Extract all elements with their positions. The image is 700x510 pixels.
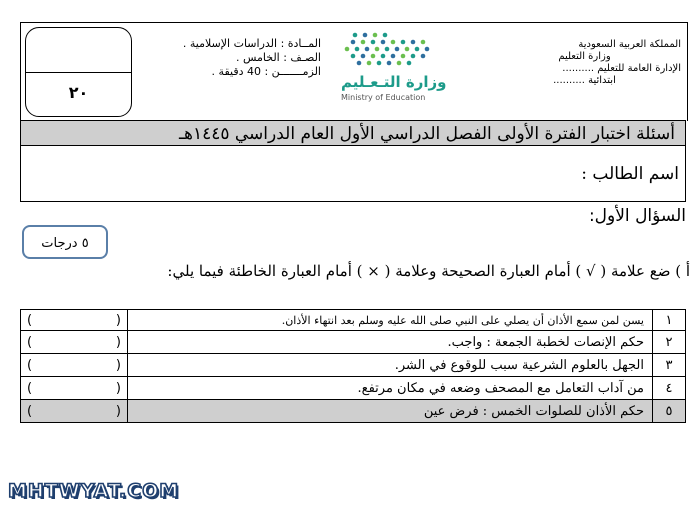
open-paren: ( xyxy=(27,380,33,396)
table-row xyxy=(21,354,686,377)
logo-dot xyxy=(383,33,388,38)
close-paren: ) xyxy=(115,312,121,328)
ministry-logo-arabic: وزارة التـعـليم xyxy=(341,73,447,91)
kingdom-line: المملكة العربية السعودية xyxy=(578,39,681,50)
statement: يسن لمن سمع الأذان أن يصلي على النبي صلى الله عليه وسلم بعد انتهاء الأذان. xyxy=(128,310,653,331)
close-paren: ) xyxy=(115,334,121,350)
site-watermark xyxy=(0,476,200,510)
watermark-text: MHTWYAT.COM xyxy=(8,480,180,502)
open-paren: ( xyxy=(27,312,33,328)
logo-dot xyxy=(391,54,396,59)
open-paren: ( xyxy=(27,403,33,419)
total-score: ٢٠ xyxy=(68,83,89,102)
logo-dot xyxy=(361,40,366,45)
close-paren: ) xyxy=(115,380,121,396)
exam-header xyxy=(20,22,688,121)
logo-dot xyxy=(381,40,386,45)
logo-dot xyxy=(415,47,420,52)
answer-box[interactable] xyxy=(21,377,128,400)
logo-dot xyxy=(351,40,356,45)
answer-box[interactable] xyxy=(21,400,128,423)
logo-dot xyxy=(405,47,410,52)
admin-line: الإدارة العامة للتعليم .......... xyxy=(562,63,681,74)
logo-dot xyxy=(365,47,370,52)
table-row xyxy=(21,377,686,400)
row-number: ١ xyxy=(653,310,686,331)
logo-dot xyxy=(421,54,426,59)
logo-dot xyxy=(411,54,416,59)
ministry-line: وزارة التعليم xyxy=(558,51,611,62)
statement: من آداب التعامل مع المصحف وضعه في مكان مرتفع. xyxy=(128,377,653,400)
logo-dot xyxy=(407,61,412,66)
statement: حكم الإنصات لخطبة الجمعة : واجب. xyxy=(128,331,653,354)
logo-dot xyxy=(371,54,376,59)
ministry-logo-english: Ministry of Education xyxy=(341,93,426,102)
logo-dot xyxy=(377,61,382,66)
logo-dot xyxy=(351,54,356,59)
table-row xyxy=(21,331,686,354)
logo-dot xyxy=(367,61,372,66)
question-heading: السؤال الأول: xyxy=(588,206,686,226)
close-paren: ) xyxy=(115,357,121,373)
question-instruction: أ ) ضع علامة ( √ ) أمام العبارة الصحيحة وعلامة ( × ) أمام العبارة الخاطئة فيما يلي: xyxy=(167,262,690,280)
open-paren: ( xyxy=(27,334,33,350)
logo-dot xyxy=(363,33,368,38)
table-row xyxy=(21,310,686,331)
logo-dot xyxy=(421,40,426,45)
logo-dot xyxy=(371,40,376,45)
answer-box[interactable] xyxy=(21,310,128,331)
logo-dot xyxy=(387,61,392,66)
logo-dot xyxy=(355,47,360,52)
logo-dot xyxy=(353,33,358,38)
ministry-logo-icon xyxy=(321,29,451,73)
row-number: ٢ xyxy=(653,331,686,354)
logo-dot xyxy=(411,40,416,45)
logo-dot xyxy=(373,33,378,38)
logo-dot xyxy=(361,54,366,59)
row-number: ٥ xyxy=(653,400,686,423)
statement: الجهل بالعلوم الشرعية سبب للوقوع في الشر. xyxy=(128,354,653,377)
logo-dot xyxy=(385,47,390,52)
logo-dot xyxy=(375,47,380,52)
score-box xyxy=(25,27,132,117)
table-row xyxy=(21,400,686,423)
logo-dot xyxy=(381,54,386,59)
school-line: ابتدائية .......... xyxy=(553,75,616,86)
row-number: ٤ xyxy=(653,377,686,400)
ministry-logo xyxy=(321,29,451,109)
government-info xyxy=(506,39,681,87)
close-paren: ) xyxy=(115,403,121,419)
logo-dot xyxy=(425,47,430,52)
logo-dot xyxy=(357,61,362,66)
exam-title: أسئلة اختبار الفترة الأولى الفصل الدراسي الأول العام الدراسي ١٤٤٥هـ xyxy=(20,120,686,146)
logo-dot xyxy=(345,47,350,52)
logo-dot xyxy=(395,47,400,52)
grade-badge: ٥ درجات xyxy=(22,225,108,259)
row-number: ٣ xyxy=(653,354,686,377)
subject-line: المــادة : الدراسات الإسلامية . xyxy=(182,37,321,50)
statement: حكم الأذان للصلوات الخمس : فرض عين xyxy=(128,400,653,423)
open-paren: ( xyxy=(27,357,33,373)
logo-dot xyxy=(391,40,396,45)
exam-meta xyxy=(161,37,321,79)
time-line: الزمـــــــن : 40 دقيقة . xyxy=(211,65,321,78)
answer-box[interactable] xyxy=(21,331,128,354)
true-false-table xyxy=(20,309,686,423)
score-blank xyxy=(26,28,131,73)
student-name-field[interactable]: اسم الطالب : xyxy=(20,146,686,202)
answer-box[interactable] xyxy=(21,354,128,377)
logo-dot xyxy=(401,54,406,59)
logo-dot xyxy=(397,61,402,66)
grade-line: الصـف : الخامس . xyxy=(235,51,321,64)
logo-dot xyxy=(401,40,406,45)
